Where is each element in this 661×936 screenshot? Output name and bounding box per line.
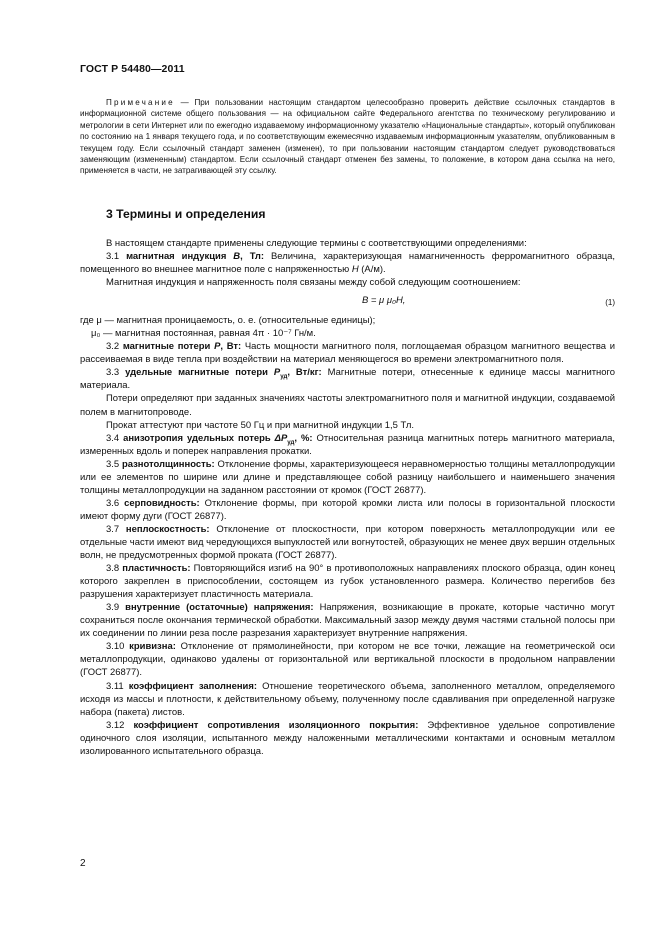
term-number: 3.4: [106, 432, 120, 444]
formula-1: [80, 289, 615, 314]
term-name: внутренние (остаточные) напряжения:: [125, 602, 314, 614]
term-number: 3.9: [106, 602, 120, 614]
term-definition-symbol: H: [351, 264, 359, 276]
note-label: Примечание: [106, 98, 175, 107]
where-line-1: где μ — магнитная проницаемость, о. е. (относительные единицы);: [80, 315, 376, 327]
term-name: пластичность:: [122, 563, 191, 575]
term-subscript: уд: [287, 438, 295, 446]
term-definition: Отклонение от плоскостности, при котором поверхность металлопродукции или ее отдельные части имеют вид чередующихся выпуклостей или вогнутостей, образующих не менее двух вершин отдельных волн, не предусмотренных формой проката (ГОСТ 26877).: [80, 523, 616, 562]
term-name: удельные магнитные потери: [125, 367, 268, 379]
term-3-9: [80, 601, 615, 640]
relation-text: Магнитная индукция и напряженность поля связаны между собой следующим соотношением:: [106, 277, 521, 289]
page-number: 2: [80, 858, 86, 869]
term-3-4: [80, 432, 615, 458]
term-3-12: [80, 719, 615, 758]
term-number: 3.11: [106, 680, 124, 692]
term-definition: Эффективное удельное сопротивление одиночного слоя изоляции, испытанного между наложенными металлическими контактами и основным металлом изолированного испытательного образца.: [80, 719, 616, 757]
term-3-7: [80, 523, 615, 562]
term-number: 3.8: [106, 563, 120, 575]
term-name: неплоскостность:: [125, 523, 210, 535]
term-symbol: B: [233, 251, 241, 263]
term-number: 3.10: [106, 641, 125, 653]
term-definition: Величина, характеризующая намагниченность ферромагнитного образца, помещенного во внешнее магнитное поле с напряженностью: [80, 251, 616, 276]
term-definition: Напряжения, возникающие в прокате, которые частично могут сохраниться после окончания термической обработки. Максимальный зазор между двумя частями стальной полосы при их соединении по линии реза после разрезания характеризует внутренние напряжения.: [80, 602, 615, 640]
term-name: коэффициент сопротивления изоляционного покрытия:: [133, 719, 419, 731]
term-definition: Отношение теоретического объема, заполненного металлом, определяемого исходя из массы и плотности, к действительному объему, полученному после сдавливания при определенной нагрузке набора (пакета) листов.: [80, 680, 615, 718]
term-name: кривизна:: [129, 641, 176, 653]
term-definition: Магнитные потери, отнесенные к единице массы магнитного материала.: [80, 367, 616, 392]
term-3-3: [80, 366, 615, 392]
term-subscript: уд: [280, 373, 288, 381]
term-number: 3.3: [106, 367, 120, 379]
term-definition-end: (А/м).: [358, 264, 386, 276]
term-symbol: P: [273, 367, 281, 379]
term-name: разнотолщинность:: [121, 458, 215, 470]
term-name: серповидность:: [124, 497, 200, 509]
term-number: 3.2: [106, 341, 120, 353]
term-symbol: ΔP: [274, 432, 288, 444]
term-definition: Повторяющийся изгиб на 90° в противоположных направлениях плоского образца, один конец которого закреплен в приспособлении, состоящем из губок установленного размера. Количество перегибов без разрушения характеризует пластичность материала.: [80, 563, 615, 601]
section-title: 3 Термины и определения: [106, 207, 266, 221]
term-unit: , Тл:: [240, 251, 265, 263]
term-3-3-note-2: Прокат аттестуют при частоте 50 Гц и при магнитной индукции 1,5 Тл.: [106, 419, 414, 431]
term-definition: Отклонение формы, при которой кромки листа или полосы в горизонтальной плоскости имеют форму дуги (ГОСТ 26877).: [80, 497, 615, 522]
term-3-3-note-1: Потери определяют при заданных значениях частоты электромагнитного поля и магнитной индукции, создаваемой полем в магнитопроводе.: [80, 393, 615, 418]
term-3-6: [80, 497, 615, 523]
formula-expression: B = μ μ₀H,: [362, 295, 406, 307]
term-unit: , Вт:: [220, 341, 242, 353]
term-symbol: P: [214, 341, 221, 353]
term-3-10: [80, 640, 615, 679]
terms-body: [80, 237, 615, 758]
term-name: магнитная индукция: [126, 251, 227, 263]
term-definition: Отклонение формы, характеризующееся неравномерностью толщины металлопродукции или ее элементов по ширине или длине и представляющее собой разницу наибольшего и наименьшего значения толщины металлопродукции на заданном расстоянии от кромок (ГОСТ 26877).: [80, 458, 616, 496]
note-text: — При пользовании настоящим стандартом целесообразно проверить действие ссылочных стандартов в информационной системе общего пользования — на официальном сайте Федерального агентства по техническому регулированию и метрологии в сети Интернет или по ежегодно издаваемому информационному указателю «Национальные стандарты», который опубликован по состоянию на 1 января текущего года, и по соответствующим ежемесячно издаваемым информационным указателям, опубликованным в текущем году. Если ссылочный стандарт заменен (изменен), то при пользовании настоящим стандартом следует руководствоваться заменяющим (измененным) стандартом. Если ссылочный стандарт отменен без замены, то положение, в котором дана ссылка на него, применяется в части, не затрагивающей эту ссылку.: [80, 98, 615, 176]
term-unit: , %:: [294, 432, 313, 444]
term-number: 3.7: [106, 523, 120, 535]
intro-paragraph: В настоящем стандарте применены следующие термины с соответствующими определениями:: [106, 238, 527, 249]
term-name: магнитные потери: [122, 341, 211, 353]
term-3-5: [80, 458, 615, 497]
term-3-2: [80, 340, 615, 366]
term-number: 3.1: [106, 251, 120, 263]
where-line-2: μ₀ — магнитная постоянная, равная 4π · 10⁻⁷ Гн/м.: [91, 328, 316, 340]
standard-header: ГОСТ Р 54480—2011: [80, 63, 185, 75]
term-name: анизотропия удельных потерь: [123, 432, 271, 444]
term-definition: Отклонение от прямолинейности, при котором не все точки, лежащие на геометрической оси металлопродукции, одинаково удалены от горизонтальной или вертикальной плоскости в продольном направлении (ГОСТ 26877).: [80, 641, 615, 679]
reference-note: [80, 97, 615, 177]
term-name: коэффициент заполнения:: [128, 680, 257, 692]
term-definition: Относительная разница магнитных потерь магнитного материала, измеренных вдоль и поперек направления прокатки.: [80, 432, 616, 457]
term-3-1: [80, 250, 615, 276]
term-3-8: [80, 562, 615, 601]
formula-number: (1): [605, 298, 615, 308]
term-unit: , Вт/кг:: [287, 367, 322, 379]
term-definition: Часть мощности магнитного поля, поглощаемая образцом магнитного вещества и рассеиваемая в виде тепла при воздействии на материал меняющегося во времени электромагнитного поля.: [80, 341, 615, 366]
term-3-11: [80, 680, 615, 719]
term-number: 3.5: [106, 458, 120, 470]
term-number: 3.12: [106, 719, 125, 731]
term-number: 3.6: [106, 497, 120, 509]
